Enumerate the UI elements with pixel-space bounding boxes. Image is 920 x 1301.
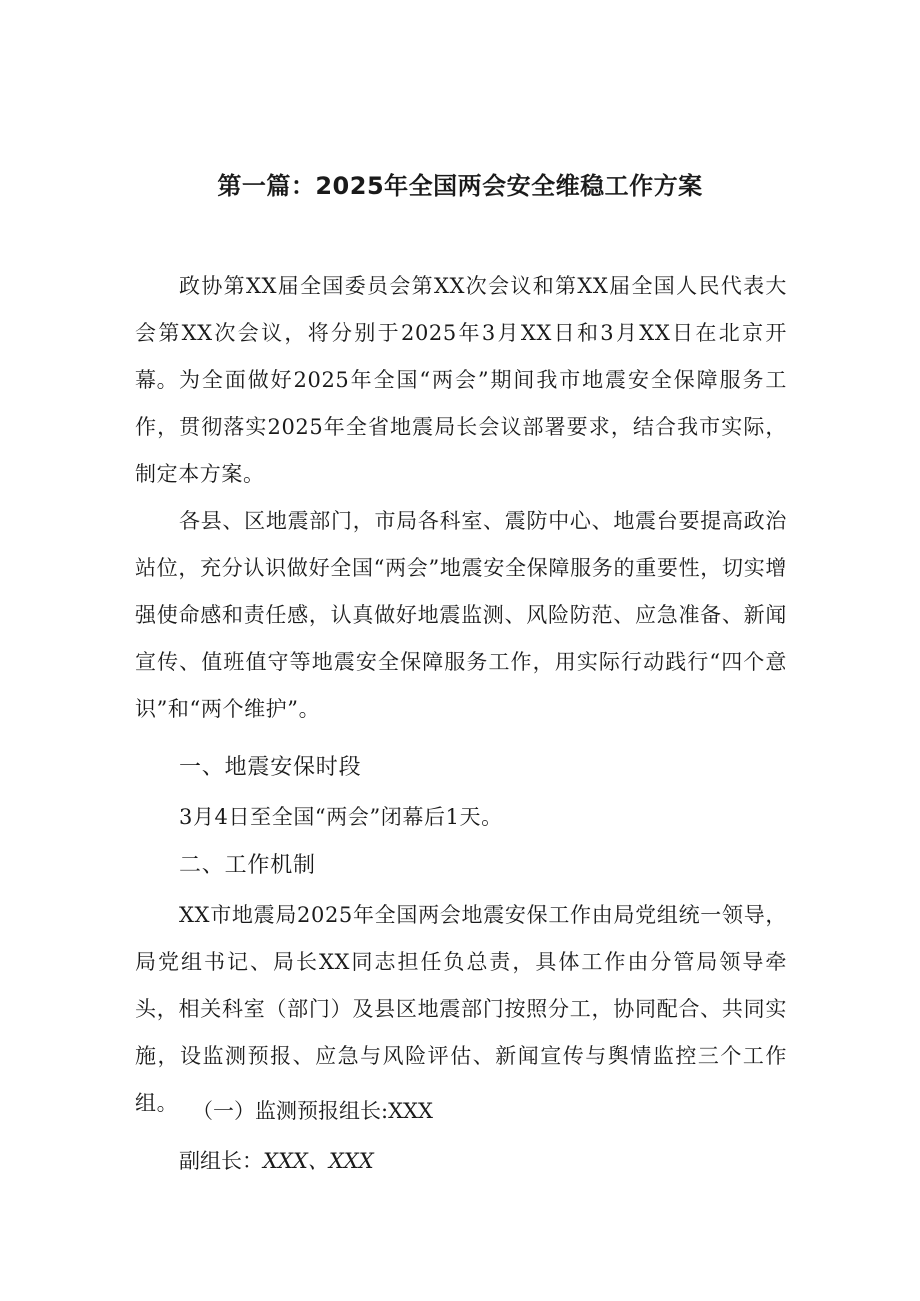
deputy-leaders — [179, 1141, 374, 1181]
section-1-text: 3月4日至全国“两会”闭幕后1天。 — [179, 805, 503, 829]
deputy-value: XXX、XXX — [263, 1149, 374, 1173]
section-1-heading: 一、地震安保时段 — [179, 755, 362, 780]
monitoring-group-leader: （一）监测预报组长:XXX — [192, 1099, 433, 1123]
document-title: 第一篇：2025年全国两会安全维稳工作方案 — [217, 172, 703, 200]
requirements-paragraph: 各县、区地震部门，市局各科室、震防中心、地震台要提高政治站位，充分认识做好全国“两会”地震安全保障服务的重要性，切实增强使命感和责任感，认真做好地震监测、风险防范、应急准备、新闻宣传、值班值守等地震安全保障服务工作，用实际行动践行“四个意识”和“两个维护”。 — [135, 509, 787, 721]
section-2-heading: 二、工作机制 — [179, 853, 316, 878]
intro-paragraph: 政协第XX届全国委员会第XX次会议和第XX届全国人民代表大会第XX次会议，将分别于2025年3月XX日和3月XX日在北京开幕。 — [135, 274, 787, 392]
section-2-text: XX市地震局2025年全国两会地震安保工作由局党组统一领导，局党组书记、局长XX同志担任负总责，具体工作由分管局领导牵头，相关科室（部门）及县区地震部门按照分工，协同配合、共同实施，设监测预报、应急与风险评估、新闻宣传与舆情监控三个工作组。 — [135, 903, 787, 1115]
purpose-paragraph: 为全面做好2025年全国“两会”期间我市地震安全保障服务工作，贯彻落实2025年全省地震局长会议部署要求，结合我市实际，制定本方案。 — [135, 368, 787, 486]
deputy-label: 副组长： — [179, 1149, 263, 1173]
